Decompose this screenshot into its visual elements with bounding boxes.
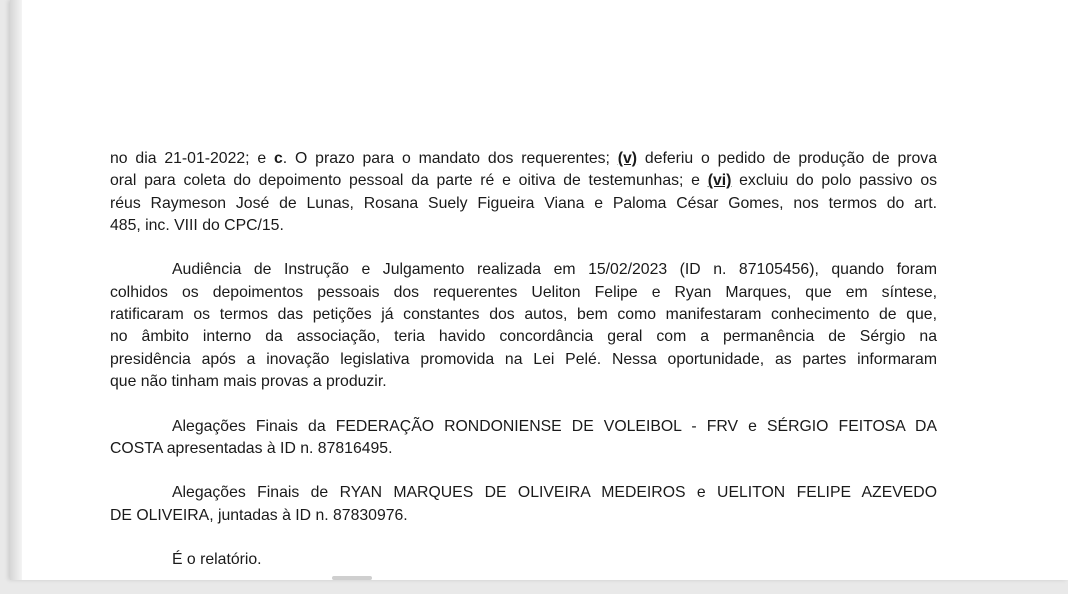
text-line: Alegações Finais de RYAN MARQUES DE OLIVEIRA MEDEIROS e UELITON FELIPE AZEVEDO <box>172 484 937 502</box>
item-marker-vi: (vi) <box>707 172 732 190</box>
page-edge-shadow <box>10 0 22 580</box>
text-line: ratificaram os termos das petições já constantes dos autos, bem como manifestaram conhecimento de que, <box>110 306 937 324</box>
text-segment: deferiu o pedido de produção de prova <box>637 150 937 167</box>
item-marker-v: (v) <box>617 150 638 167</box>
text-line: réus Raymeson José de Lunas, Rosana Suely Figueira Viana e Paloma César Gomes, nos termos do art. <box>110 194 937 212</box>
bold-marker: c <box>274 150 283 167</box>
scroll-indicator <box>332 576 372 580</box>
text-line <box>110 148 937 170</box>
text-segment: oral para coleta do depoimento pessoal da parte ré e oitiva de testemunhas; e <box>110 172 708 190</box>
text-line <box>110 170 937 192</box>
paragraph-closing <box>110 549 937 571</box>
text-line: 485, inc. VIII do CPC/15. <box>110 216 284 234</box>
text-line: DE OLIVEIRA, juntadas à ID n. 87830976. <box>110 506 408 524</box>
text-line: COSTA apresentadas à ID n. 87816495. <box>110 439 393 457</box>
text-line: presidência após a inovação legislativa promovida na Lei Pelé. Nessa oportunidade, as partes informaram <box>110 350 937 368</box>
text-segment: . O prazo para o mandato dos requerentes; <box>282 150 618 167</box>
text-line: É o relatório. <box>172 551 262 569</box>
document-page <box>10 0 1068 580</box>
text-line: colhidos os depoimentos pessoais dos requerentes Ueliton Felipe e Ryan Marques, que em síntese, <box>110 283 937 301</box>
text-segment: excluiu do polo passivo os <box>731 172 937 190</box>
text-line: Audiência de Instrução e Julgamento realizada em 15/02/2023 (ID n. 87105456), quando foram <box>172 261 937 279</box>
document-body <box>110 148 937 594</box>
text-line: que não tinham mais provas a produzir. <box>110 372 387 390</box>
text-line: Alegações Finais da FEDERAÇÃO RONDONIENSE DE VOLEIBOL - FRV e SÉRGIO FEITOSA DA <box>172 417 937 435</box>
text-segment: no dia 21-01-2022; e <box>110 150 274 167</box>
paragraph-hearing <box>110 259 937 393</box>
text-line: no âmbito interno da associação, teria havido concordância geral com a permanência de Sérgio na <box>110 328 937 346</box>
paragraph-final-allegations-requerentes <box>110 482 937 527</box>
paragraph-final-allegations-frv <box>110 416 937 461</box>
paragraph-decisions <box>110 148 937 237</box>
